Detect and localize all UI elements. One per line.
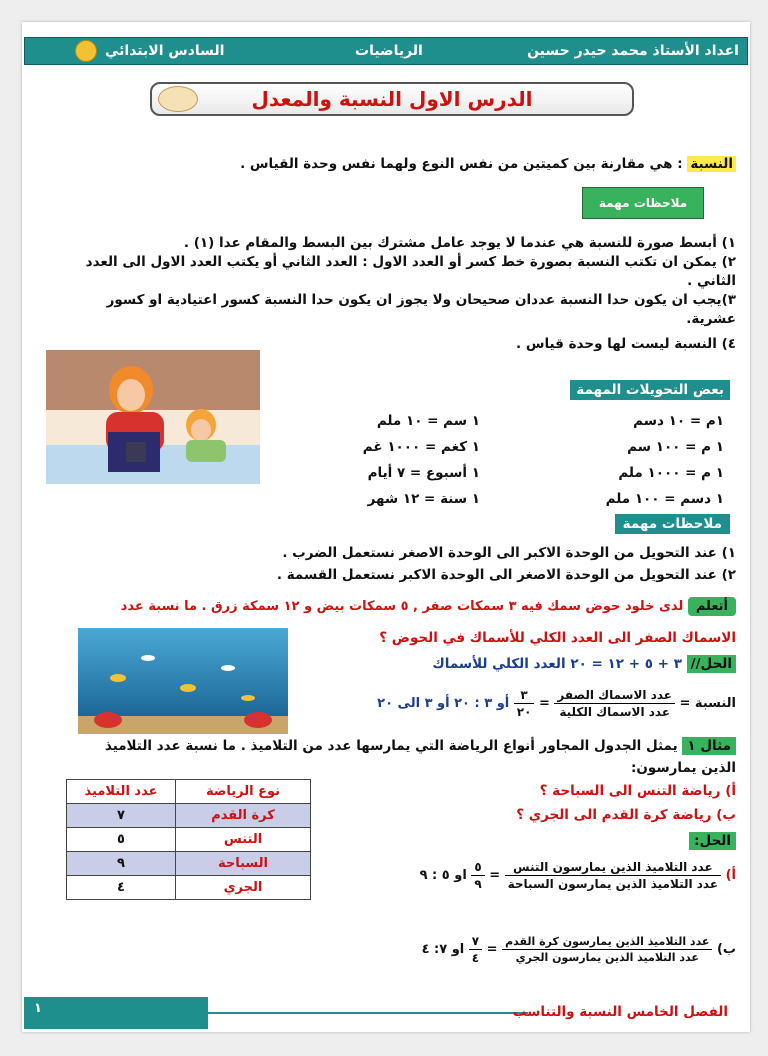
- lesson-title: [150, 82, 634, 116]
- ratio-numerator: عدد الاسماك الصفر: [554, 688, 675, 704]
- definition-text: : هي مقارنة بين كميتين من نفس النوع ولهما نفس وحدة القياس .: [240, 156, 683, 172]
- footer-divider: [208, 1012, 528, 1014]
- note-item: ٢) يمكن ان تكتب النسبة بصورة خط كسر أو العدد الاول : العدد الثاني أو يكتب العدد الاول الى العدد: [85, 254, 736, 270]
- answer-a: [336, 860, 736, 891]
- example-q-a: أ) رياضة التنس الى السباحة ؟: [539, 783, 736, 799]
- notes-badge-1: ملاحظات مهمة: [582, 187, 704, 219]
- answer-a-denominator: عدد التلاميذ الذين يمارسون السباحة: [507, 877, 719, 891]
- header-subject: الرياضيات: [355, 43, 423, 59]
- learn-ratio: [316, 688, 736, 719]
- conversion-note-item: ٢) عند التحويل من الوحدة الاصغر الى الوحدة الاكبر نستعمل القسمة .: [276, 567, 736, 583]
- answer-b-denominator: عدد التلاميذ الذين يمارسون الجري: [515, 951, 699, 964]
- table-row: [67, 804, 311, 828]
- solution-text: ٣ + ٥ + ١٢ = ٢٠ العدد الكلي للأسماك: [432, 656, 682, 672]
- ratio-label: النسبة =: [679, 696, 736, 711]
- answer-a-numerator: عدد التلاميذ الذين يمارسون التنس: [505, 860, 721, 876]
- lightbulb-icon: [75, 40, 97, 62]
- conversion-item: ١ دسم = ١٠٠ ملم: [605, 491, 724, 507]
- answer-b-fraction-num: ٧: [469, 934, 482, 950]
- answer-a-fraction-num: ٥: [471, 860, 484, 876]
- learn-question-line: [22, 597, 736, 616]
- example-q-b: ب) رياضة كرة القدم الى الجري ؟: [516, 807, 736, 823]
- definition-term: النسبة: [687, 156, 736, 172]
- header-grade: السادس الابتدائي: [105, 43, 225, 59]
- example-line: [36, 737, 736, 756]
- table-row: [67, 876, 311, 900]
- table-cell-sport: كرة القدم: [176, 804, 311, 828]
- note-item: الثاني .: [687, 273, 736, 289]
- table-cell-sport: الجري: [176, 876, 311, 900]
- conversion-notes: [36, 542, 736, 586]
- ratio-fraction-num: ٣: [514, 688, 535, 704]
- worksheet-page: [22, 22, 750, 1032]
- footer-page-number: ١: [34, 1001, 42, 1016]
- conversions-left: [320, 408, 480, 512]
- notes-list: [36, 234, 736, 354]
- table-cell-count: ٧: [67, 804, 176, 828]
- note-item: ٤) النسبة ليست لها وحدة قياس .: [516, 336, 736, 352]
- learn-badge: أتعلم: [688, 597, 736, 616]
- answer-b-label: ب): [716, 942, 736, 957]
- conversion-item: ١ أسبوع = ٧ أيام: [367, 465, 480, 481]
- answer-a-rest: او ٥ : ٩: [419, 868, 467, 883]
- ratio-rest: أو ٣ : ٢٠ أو ٣ الى ٢٠: [377, 696, 510, 711]
- answer-b: [336, 934, 736, 965]
- ratio-equals: =: [538, 696, 550, 711]
- conversion-item: ١ سنة = ١٢ شهر: [367, 491, 480, 507]
- ratio-word-fraction: [554, 688, 675, 719]
- answer-a-number-fraction: [471, 860, 484, 891]
- table-cell-sport: السباحة: [176, 852, 311, 876]
- conversion-note-item: ١) عند التحويل من الوحدة الاكبر الى الوحدة الاصغر نستعمل الضرب .: [282, 545, 736, 561]
- example-solution-label: [689, 832, 736, 851]
- table-cell-count: ٥: [67, 828, 176, 852]
- ratio-denominator: عدد الاسماك الكلية: [559, 705, 671, 719]
- conversions-right: [544, 408, 724, 512]
- table-cell-count: ٩: [67, 852, 176, 876]
- header-bar: [24, 37, 748, 65]
- conversion-item: ١ كغم = ١٠٠٠ غم: [362, 439, 480, 455]
- example-text-2: الذين يمارسون:: [630, 760, 736, 776]
- header-author: اعداد الأستاذ محمد حيدر حسين: [527, 43, 739, 59]
- sports-table: [66, 779, 311, 900]
- answer-b-fraction-den: ٤: [471, 951, 480, 965]
- example-badge: مثال ١: [682, 737, 736, 755]
- note-item: عشرية.: [686, 311, 736, 327]
- learn-question-2: الاسماك الصفر الى العدد الكلي للأسماك في الحوض ؟: [379, 630, 736, 646]
- ratio-number-fraction: [514, 688, 535, 719]
- answer-a-word-fraction: [505, 860, 721, 891]
- aquarium-illustration: [78, 628, 288, 734]
- conversion-item: ١ م = ١٠٠ سم: [627, 439, 724, 455]
- cartoon-icon: [158, 86, 198, 112]
- table-cell-sport: التنس: [176, 828, 311, 852]
- answer-b-word-fraction: [502, 935, 712, 964]
- table-header-row: [67, 780, 311, 804]
- example-text-1: يمثل الجدول المجاور أنواع الرياضة التي يمارسها عدد من التلاميذ . ما نسبة عدد التلاميذ: [104, 738, 678, 754]
- table-row: [67, 828, 311, 852]
- solution-label: الحل//: [687, 655, 736, 673]
- answer-a-equals: =: [489, 868, 501, 883]
- conversions-title: [570, 379, 730, 398]
- table-row: [67, 852, 311, 876]
- conversion-item: ١م = ١٠ دسم: [633, 413, 724, 429]
- conversions-title-text: بعض التحويلات المهمة: [570, 380, 730, 400]
- conversion-item: ١ سم = ١٠ ملم: [376, 413, 480, 429]
- answer-a-fraction-den: ٩: [474, 877, 482, 891]
- footer-page-bar: [24, 997, 208, 1029]
- learn-question-1: لدى خلود حوض سمك فيه ٣ سمكات صفر , ٥ سمكات بيض و ١٢ سمكة زرق . ما نسبة عدد: [120, 599, 684, 614]
- lesson-title-text: الدرس الاول النسبة والمعدل: [251, 87, 533, 111]
- definition-line: [36, 155, 736, 174]
- notes-badge-2-text: ملاحظات مهمة: [615, 514, 730, 534]
- table-header-sport: نوع الرياضة: [176, 780, 311, 804]
- footer-chapter: الفصل الخامس النسبة والتناسب: [512, 1004, 728, 1020]
- notes-badge-2: [615, 513, 730, 532]
- answer-b-number-fraction: [469, 934, 482, 965]
- learn-solution: [336, 655, 736, 674]
- answer-b-rest: او ٧: ٤: [421, 942, 465, 957]
- table-header-count: عدد التلاميذ: [67, 780, 176, 804]
- ratio-fraction-den: ٢٠: [516, 705, 532, 719]
- answer-b-equals: =: [486, 942, 498, 957]
- example-solution-text: الحل:: [689, 832, 736, 850]
- conversion-item: ١ م = ١٠٠٠ ملم: [618, 465, 724, 481]
- note-item: ٣)يجب ان يكون حدا النسبة عددان صحيحان ولا يجوز ان يكون حدا النسبة كسور اعتيادية او كسور: [106, 292, 736, 308]
- answer-a-label: أ): [725, 868, 736, 883]
- note-item: ١) أبسط صورة للنسبة هي عندما لا يوجد عامل مشترك بين البسط والمقام عدا (١) .: [183, 235, 736, 251]
- answer-b-numerator: عدد التلاميذ الذين يمارسون كرة القدم: [502, 935, 712, 950]
- mother-reading-illustration: [46, 350, 260, 484]
- table-cell-count: ٤: [67, 876, 176, 900]
